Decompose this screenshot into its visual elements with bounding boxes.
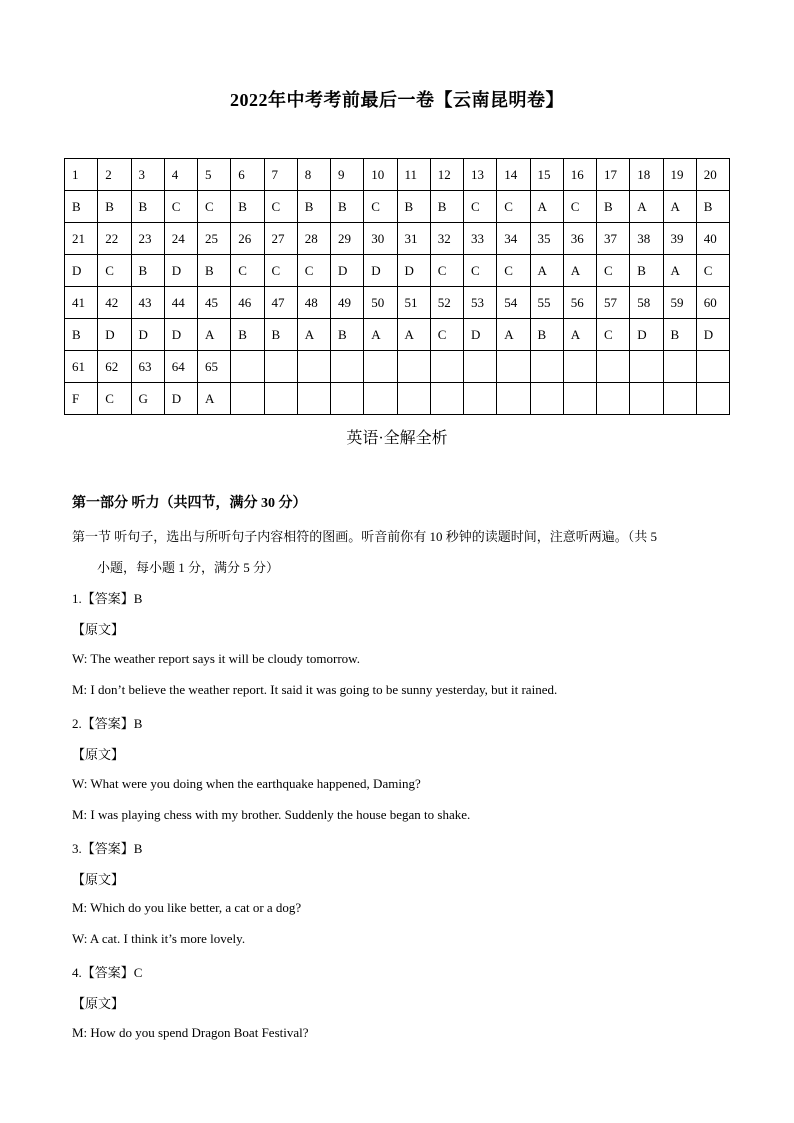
answer-cell: B: [231, 319, 264, 351]
document-subtitle: 英语·全解全析: [346, 430, 448, 447]
question-number-cell: 61: [65, 351, 98, 383]
answer-cell: B: [663, 319, 696, 351]
answer-cell: C: [497, 191, 530, 223]
answer-cell: [231, 383, 264, 415]
answer-cell: [696, 383, 729, 415]
original-text-label: 【原文】: [72, 622, 125, 637]
answer-cell: B: [98, 191, 131, 223]
answer-cell: C: [497, 255, 530, 287]
answer-cell: [497, 383, 530, 415]
question-number-cell: 40: [696, 223, 729, 255]
answer-cell: [430, 383, 463, 415]
question-number-cell: [663, 351, 696, 383]
question-number-cell: 9: [331, 159, 364, 191]
transcript-line: M: Which do you like better, a cat or a dog?: [72, 900, 302, 915]
question-number-cell: 38: [630, 223, 663, 255]
question-number-cell: 55: [530, 287, 563, 319]
answer-cell: C: [696, 255, 729, 287]
question-number-cell: [364, 351, 397, 383]
answer-cell: C: [364, 191, 397, 223]
question-number-cell: 50: [364, 287, 397, 319]
answer-cell: B: [530, 319, 563, 351]
original-text-label: 【原文】: [72, 996, 125, 1011]
question-number-cell: 24: [164, 223, 197, 255]
question-number-cell: 49: [331, 287, 364, 319]
question-number-cell: 42: [98, 287, 131, 319]
answer-cell: B: [198, 255, 231, 287]
question-number-cell: [530, 351, 563, 383]
question-number-row: [65, 351, 730, 383]
question-number-cell: 57: [597, 287, 630, 319]
question-number-cell: 39: [663, 223, 696, 255]
answer-row: [65, 383, 730, 415]
answer-cell: [297, 383, 330, 415]
answer-cell: [397, 383, 430, 415]
question-number-cell: 1: [65, 159, 98, 191]
answer-table: [64, 158, 730, 415]
answer-cell: B: [264, 319, 297, 351]
question-number-cell: 22: [98, 223, 131, 255]
question-number-cell: 20: [696, 159, 729, 191]
answer-cell: C: [297, 255, 330, 287]
answer-cell: C: [464, 255, 497, 287]
answer-cell: B: [131, 191, 164, 223]
question-number-cell: [430, 351, 463, 383]
answer-cell: C: [98, 255, 131, 287]
question-number-cell: 8: [297, 159, 330, 191]
answer-cell: D: [364, 255, 397, 287]
question-number-cell: 30: [364, 223, 397, 255]
answer-cell: A: [630, 191, 663, 223]
answer-cell: C: [597, 255, 630, 287]
question-number-cell: 18: [630, 159, 663, 191]
answer-cell: [464, 383, 497, 415]
question-number-cell: [630, 351, 663, 383]
section-instruction-cont: 小题，每小题 1 分，满分 5 分）: [97, 560, 280, 575]
answer-cell: A: [530, 255, 563, 287]
question-number-row: [65, 159, 730, 191]
question-number-cell: 27: [264, 223, 297, 255]
answer-cell: [264, 383, 297, 415]
question-number-cell: 34: [497, 223, 530, 255]
answer-cell: C: [164, 191, 197, 223]
question-number-cell: 13: [464, 159, 497, 191]
section-heading: 第一部分 听力（共四节，满分 30 分）: [72, 496, 307, 511]
answer-cell: B: [231, 191, 264, 223]
answer-cell: A: [198, 383, 231, 415]
answer-cell: B: [331, 319, 364, 351]
question-number-cell: 47: [264, 287, 297, 319]
transcript-line: W: What were you doing when the earthquake happened, Daming?: [72, 776, 421, 791]
answer-row: [65, 255, 730, 287]
question-number-cell: 63: [131, 351, 164, 383]
question-number-cell: 2: [98, 159, 131, 191]
question-number-cell: 43: [131, 287, 164, 319]
question-number-cell: 21: [65, 223, 98, 255]
answer-label: 4.【答案】C: [72, 965, 143, 980]
question-number-cell: 46: [231, 287, 264, 319]
answer-cell: B: [397, 191, 430, 223]
original-text-label: 【原文】: [72, 872, 125, 887]
answer-label: 1.【答案】B: [72, 591, 143, 606]
transcript-line: M: I don’t believe the weather report. It said it was going to be sunny yesterday, but it rained.: [72, 682, 558, 697]
answer-cell: D: [164, 383, 197, 415]
answer-cell: A: [663, 255, 696, 287]
answer-cell: G: [131, 383, 164, 415]
answer-cell: C: [231, 255, 264, 287]
question-number-cell: 23: [131, 223, 164, 255]
answer-cell: [630, 383, 663, 415]
answer-cell: [597, 383, 630, 415]
answer-cell: D: [464, 319, 497, 351]
question-number-cell: 4: [164, 159, 197, 191]
question-number-cell: 28: [297, 223, 330, 255]
answer-row: [65, 191, 730, 223]
question-number-cell: 12: [430, 159, 463, 191]
question-number-cell: 17: [597, 159, 630, 191]
answer-cell: B: [65, 191, 98, 223]
answer-cell: B: [297, 191, 330, 223]
answer-cell: D: [630, 319, 663, 351]
question-number-cell: [231, 351, 264, 383]
answer-cell: D: [98, 319, 131, 351]
answer-cell: A: [563, 319, 596, 351]
question-number-cell: [563, 351, 596, 383]
answer-cell: B: [597, 191, 630, 223]
answer-cell: B: [331, 191, 364, 223]
answer-cell: D: [696, 319, 729, 351]
answer-cell: B: [630, 255, 663, 287]
question-number-cell: 64: [164, 351, 197, 383]
question-number-cell: 6: [231, 159, 264, 191]
question-number-cell: [397, 351, 430, 383]
answer-cell: C: [464, 191, 497, 223]
answer-cell: C: [98, 383, 131, 415]
answer-cell: [331, 383, 364, 415]
question-number-cell: 52: [430, 287, 463, 319]
answer-cell: B: [131, 255, 164, 287]
question-number-cell: 32: [430, 223, 463, 255]
answer-cell: A: [530, 191, 563, 223]
question-number-cell: [264, 351, 297, 383]
answer-cell: D: [331, 255, 364, 287]
transcript-line: W: A cat. I think it’s more lovely.: [72, 931, 246, 946]
transcript-line: W: The weather report says it will be cloudy tomorrow.: [72, 651, 360, 666]
answer-cell: B: [65, 319, 98, 351]
answer-cell: C: [430, 255, 463, 287]
question-number-cell: 16: [563, 159, 596, 191]
answer-cell: C: [597, 319, 630, 351]
transcript-line: M: I was playing chess with my brother. Suddenly the house began to shake.: [72, 807, 471, 822]
question-number-cell: 10: [364, 159, 397, 191]
question-number-cell: 11: [397, 159, 430, 191]
question-number-cell: 48: [297, 287, 330, 319]
question-number-cell: 5: [198, 159, 231, 191]
answer-cell: A: [663, 191, 696, 223]
answer-cell: D: [164, 319, 197, 351]
question-number-cell: 15: [530, 159, 563, 191]
answer-row: [65, 319, 730, 351]
question-number-cell: 25: [198, 223, 231, 255]
question-number-cell: 29: [331, 223, 364, 255]
question-number-cell: 54: [497, 287, 530, 319]
answer-cell: A: [297, 319, 330, 351]
question-number-cell: [497, 351, 530, 383]
question-number-cell: 56: [563, 287, 596, 319]
answer-cell: [364, 383, 397, 415]
question-number-cell: [597, 351, 630, 383]
answer-cell: C: [563, 191, 596, 223]
answer-cell: C: [430, 319, 463, 351]
question-number-cell: 41: [65, 287, 98, 319]
answer-cell: C: [264, 255, 297, 287]
question-number-cell: 3: [131, 159, 164, 191]
answer-cell: D: [131, 319, 164, 351]
answer-cell: D: [65, 255, 98, 287]
question-number-cell: 36: [563, 223, 596, 255]
answer-cell: D: [397, 255, 430, 287]
question-number-cell: 62: [98, 351, 131, 383]
question-number-cell: [297, 351, 330, 383]
question-number-cell: 60: [696, 287, 729, 319]
question-number-cell: 14: [497, 159, 530, 191]
question-number-row: [65, 223, 730, 255]
answer-cell: A: [497, 319, 530, 351]
answer-cell: C: [198, 191, 231, 223]
question-number-cell: 44: [164, 287, 197, 319]
answer-label: 3.【答案】B: [72, 841, 143, 856]
section-instruction: 第一节 听句子，选出与所听句子内容相符的图画。听音前你有 10 秒钟的读题时间，注意听两遍。（共 5: [72, 529, 658, 544]
question-number-cell: [331, 351, 364, 383]
question-number-cell: 59: [663, 287, 696, 319]
question-number-cell: 45: [198, 287, 231, 319]
question-number-cell: 65: [198, 351, 231, 383]
document-title: 2022年中考考前最后一卷【云南昆明卷】: [230, 90, 564, 110]
question-number-cell: [464, 351, 497, 383]
question-number-cell: 31: [397, 223, 430, 255]
answer-cell: A: [198, 319, 231, 351]
question-number-row: [65, 287, 730, 319]
answer-cell: [530, 383, 563, 415]
answer-cell: C: [264, 191, 297, 223]
answer-cell: D: [164, 255, 197, 287]
question-number-cell: 51: [397, 287, 430, 319]
original-text-label: 【原文】: [72, 747, 125, 762]
answer-cell: F: [65, 383, 98, 415]
question-number-cell: 26: [231, 223, 264, 255]
answer-cell: B: [696, 191, 729, 223]
answer-cell: A: [364, 319, 397, 351]
question-number-cell: [696, 351, 729, 383]
answer-cell: A: [397, 319, 430, 351]
transcript-line: M: How do you spend Dragon Boat Festival?: [72, 1025, 309, 1040]
question-number-cell: 37: [597, 223, 630, 255]
question-number-cell: 7: [264, 159, 297, 191]
question-number-cell: 19: [663, 159, 696, 191]
answer-cell: A: [563, 255, 596, 287]
answer-cell: [663, 383, 696, 415]
question-number-cell: 33: [464, 223, 497, 255]
answer-cell: [563, 383, 596, 415]
question-number-cell: 35: [530, 223, 563, 255]
question-number-cell: 58: [630, 287, 663, 319]
answer-label: 2.【答案】B: [72, 716, 143, 731]
question-number-cell: 53: [464, 287, 497, 319]
answer-cell: B: [430, 191, 463, 223]
